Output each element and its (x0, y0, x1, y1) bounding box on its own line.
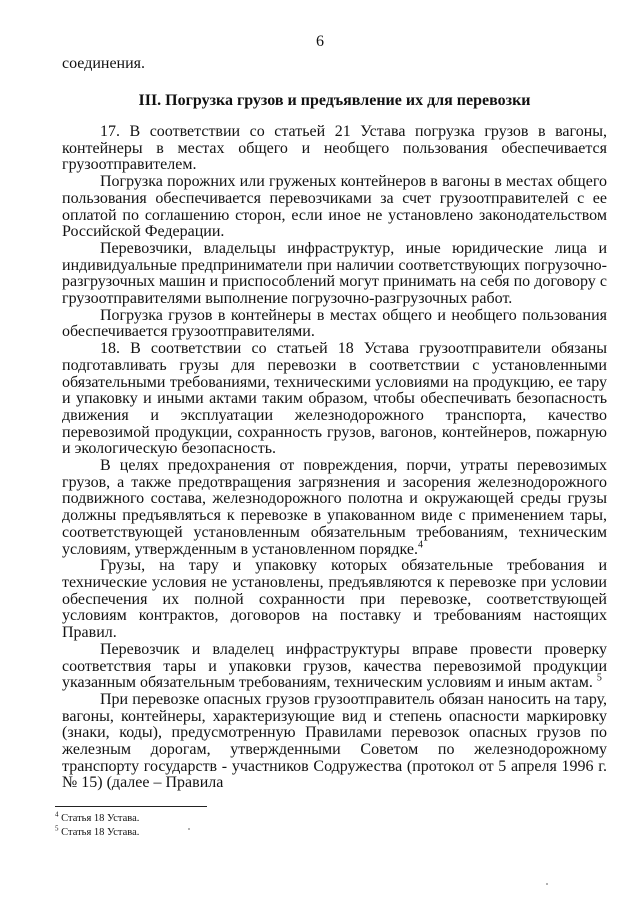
paragraph (62, 458, 607, 558)
footnote (55, 812, 355, 826)
footnote-text: Статья 18 Устава. (58, 813, 140, 824)
paragraph-text: Погрузка порожних или груженых контейнеров в вагоны в местах общего пользования обеспечивается перевозчиками за счет грузоотправителей с ее оплатой по соглашению сторон, если иное не установлено законодательством Российской Федерации. (62, 173, 607, 241)
paragraph-text: Перевозчики, владельцы инфраструктур, иные юридические лица и индивидуальные предприниматели при наличии соответствующих погрузочно-разгрузочных машин и приспособлений могут принимать на себя по договору с грузоотправителями выполнение погрузочно-разгрузочных работ. (62, 239, 607, 308)
page-number: 6 (316, 33, 324, 50)
footnote-ref: 4 (417, 539, 423, 551)
footnote (55, 826, 355, 840)
paragraph-text: В целях предохранения от повреждения, порчи, утраты перевозимых грузов, а также предотвращения загрязнения и засорения железнодорожного подвижного состава, железнодорожного полотна и окружающей среды грузы должны предъявляться к перевозке в упакованном виде с применением тары, соответствующей установленным обязательным требованиям, техническим условиям, утвержденным в установленном порядке. (62, 457, 607, 558)
footnote-text: Статья 18 Устава. (58, 827, 140, 838)
paragraph-text: Погрузка грузов в контейнеры в местах общего и необщего пользования обеспечивается грузоотправителями. (62, 306, 607, 341)
paragraph (62, 124, 607, 174)
paragraph (62, 241, 607, 308)
scan-speck (188, 828, 190, 830)
paragraph-text: Перевозчик и владелец инфраструктуры вправе провести проверку соответствия тары и упаковки грузов, качества перевозимой продукции указанным обязательным требованиям, техническим условиям и иным актам. (62, 640, 607, 692)
footnote-mark: 5 (55, 824, 59, 833)
footnote-mark: 4 (55, 810, 59, 819)
scan-speck (546, 883, 548, 885)
paragraph (62, 558, 607, 642)
paragraph (62, 341, 607, 458)
paragraph (62, 692, 607, 792)
footnote-separator (55, 806, 207, 807)
carryover-text: соединения. (62, 55, 146, 72)
section-heading: III. Погрузка грузов и предъявление их для перевозки (138, 92, 531, 109)
paragraph-text: При перевозке опасных грузов грузоотправитель обязан наносить на тару, вагоны, контейнеры, характеризующие вид и степень опасности маркировку (знаки, коды), предусмотренную Правилами перевозок опасных грузов по железным дорогам, утвержденными Советом по железнодорожному транспорту государств - участников Содружества (протокол от 5 апреля 1996 г. № 15) (далее – Правила (62, 690, 607, 792)
body-text (62, 124, 607, 792)
paragraph-text: 18. В соответствии со статьей 18 Устава грузоотправители обязаны подготавливать грузы для перевозки в соответствии с установленными обязательными требованиями, техническими условиями на продукцию, ее тару и упаковку и иными актами таким образом, чтобы обеспечивать безопасность движения и эксплуатации железнодорожного транспорта, качество перевозимой продукции, сохранность грузов, вагонов, контейнеров, пожарную и экологическую безопасность. (62, 340, 607, 458)
paragraph (62, 642, 607, 692)
paragraph-text: 17. В соответствии со статьей 21 Устава погрузка грузов в вагоны, контейнеры в местах общего и необщего пользования обеспечивается грузоотправителем. (62, 123, 607, 174)
paragraph (62, 308, 607, 341)
footnote-ref: 5 (596, 672, 602, 684)
paragraph (62, 174, 607, 241)
paragraph-text: Грузы, на тару и упаковку которых обязательные требования и технические условия не установлены, предъявляются к перевозке при условии обеспечения их полной сохранности при перевозке, соответствующей условиям контрактов, договоров на поставку и требованиям настоящих Правил. (62, 557, 607, 642)
footnotes (55, 812, 355, 840)
